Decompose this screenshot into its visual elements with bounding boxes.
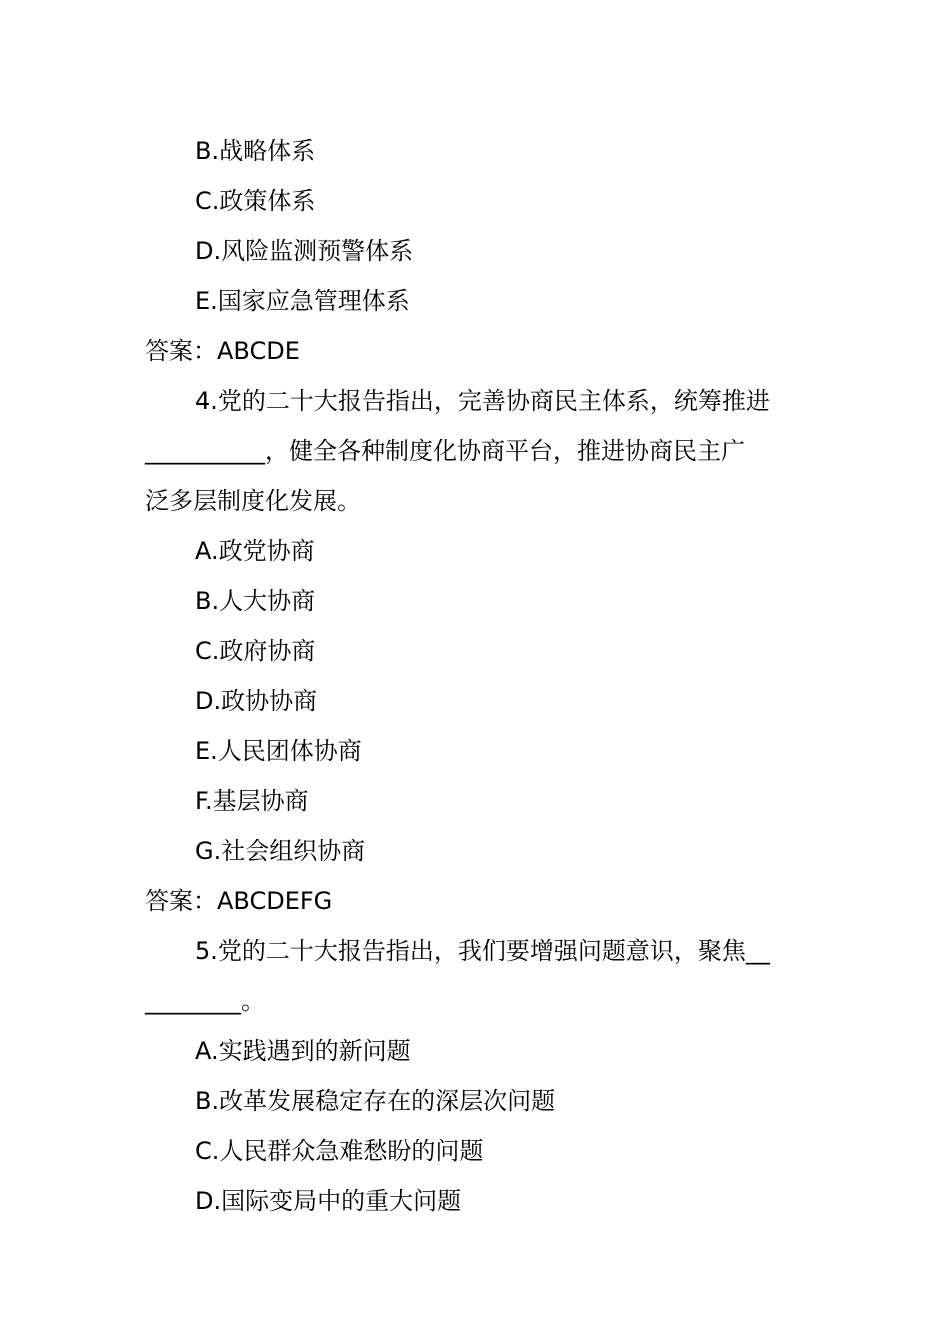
option-e-emergency-management-system: E.国家应急管理体系 xyxy=(195,287,410,315)
question-5-line-1: 5.党的二十大报告指出，我们要增强问题意识，聚焦__ xyxy=(195,937,770,965)
option-d-risk-monitoring-system: D.风险监测预警体系 xyxy=(195,237,414,265)
question-4-line-1: 4.党的二十大报告指出，完善协商民主体系，统筹推进 xyxy=(195,387,770,415)
q5-option-c: C.人民群众急难愁盼的问题 xyxy=(195,1137,484,1165)
answer-q4: 答案：ABCDEFG xyxy=(145,887,333,915)
answer-q3: 答案：ABCDE xyxy=(145,337,300,365)
q4-option-b: B.人大协商 xyxy=(195,587,316,615)
question-4-line-3: 泛多层制度化发展。 xyxy=(145,487,361,515)
option-b-strategy-system: B.战略体系 xyxy=(195,137,316,165)
q4-option-g: G.社会组织协商 xyxy=(195,837,366,865)
q4-option-e: E.人民团体协商 xyxy=(195,737,362,765)
q5-option-d: D.国际变局中的重大问题 xyxy=(195,1187,462,1215)
q4-option-c: C.政府协商 xyxy=(195,637,316,665)
q4-option-f: F.基层协商 xyxy=(195,787,309,815)
q4-option-d: D.政协协商 xyxy=(195,687,318,715)
option-c-policy-system: C.政策体系 xyxy=(195,187,316,215)
question-5-line-2: ________。 xyxy=(145,987,265,1015)
question-4-line-2: __________，健全各种制度化协商平台，推进协商民主广 xyxy=(145,437,745,465)
q5-option-b: B.改革发展稳定存在的深层次问题 xyxy=(195,1087,556,1115)
q4-option-a: A.政党协商 xyxy=(195,537,315,565)
q5-option-a: A.实践遇到的新问题 xyxy=(195,1037,411,1065)
